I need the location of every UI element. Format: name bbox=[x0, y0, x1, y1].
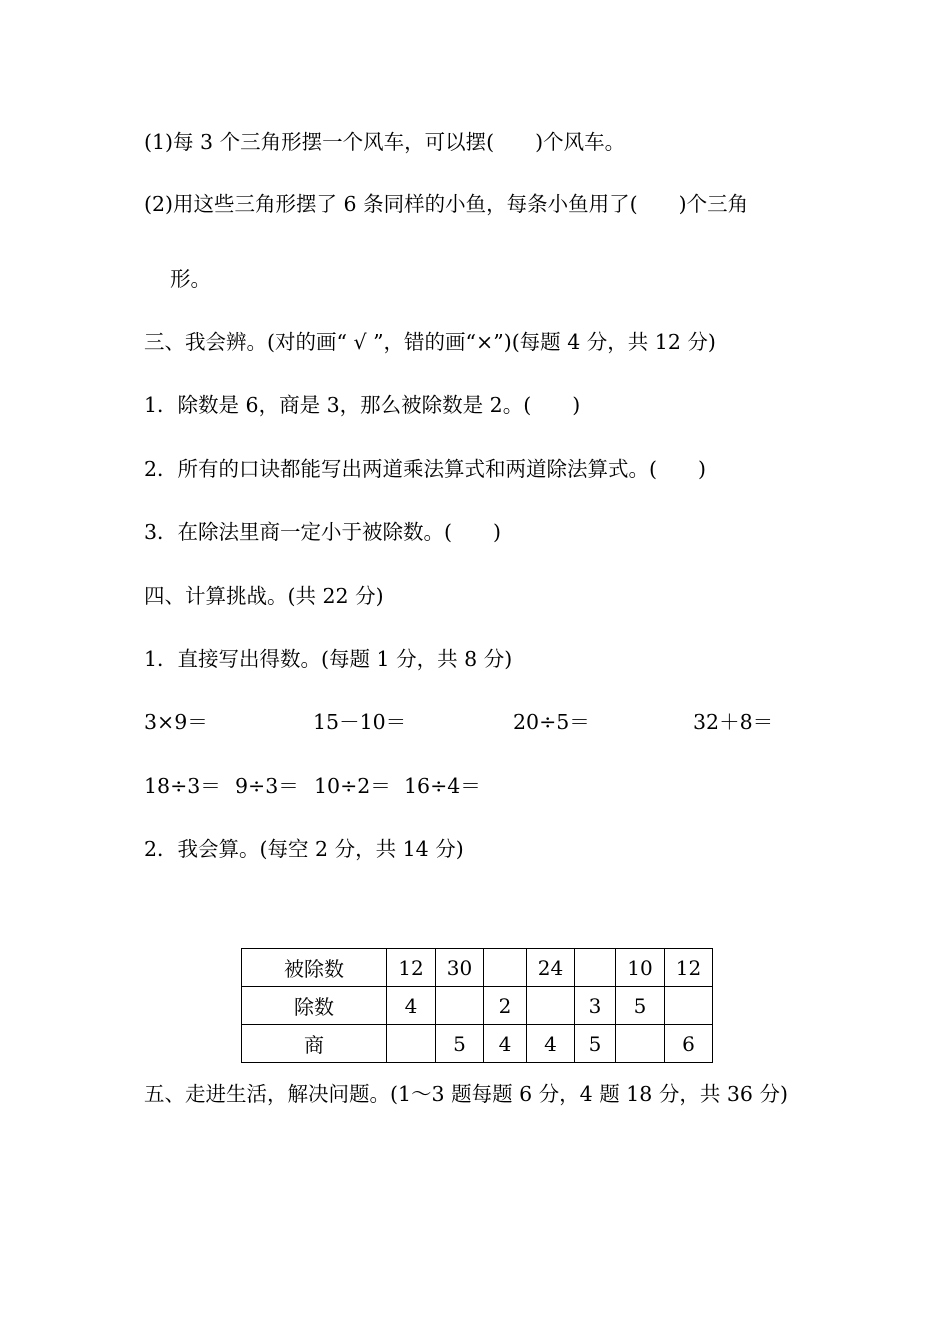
question-2-2: (2)用这些三角形摆了 6 条同样的小鱼，每条小鱼用了( )个三角 bbox=[144, 192, 749, 216]
section-4-heading: 四、计算挑战。(共 22 分) bbox=[144, 584, 384, 608]
section-5-heading: 五、走进生活，解决问题。(1～3 题每题 6 分，4 题 18 分，共 36 分) bbox=[144, 1082, 788, 1106]
calc-expression: 10÷2＝ bbox=[314, 774, 391, 798]
calc-expression: 15－10＝ bbox=[313, 710, 407, 734]
row-header-quotient: 商 bbox=[242, 1025, 387, 1063]
table-cell: 4 bbox=[387, 987, 436, 1025]
section-4-part-2: 2．我会算。(每空 2 分，共 14 分) bbox=[144, 837, 464, 861]
question-2-2-continued: 形。 bbox=[170, 267, 211, 291]
table-cell: 5 bbox=[616, 987, 665, 1025]
table-cell: 24 bbox=[527, 949, 575, 987]
calc-expression: 9÷3＝ bbox=[235, 774, 299, 798]
table-cell: 4 bbox=[527, 1025, 575, 1063]
table-cell: 12 bbox=[387, 949, 436, 987]
row-header-divisor: 除数 bbox=[242, 987, 387, 1025]
table-cell: 4 bbox=[484, 1025, 527, 1063]
table-cell: 12 bbox=[665, 949, 713, 987]
section-3-item-3: 3．在除法里商一定小于被除数。( ) bbox=[144, 520, 502, 544]
table-row bbox=[242, 949, 713, 987]
table-cell: 2 bbox=[484, 987, 527, 1025]
calc-expression: 3×9＝ bbox=[144, 710, 208, 734]
section-3-heading: 三、我会辨。(对的画“ √ ”，错的画“×”)(每题 4 分，共 12 分) bbox=[144, 330, 716, 354]
row-header-dividend: 被除数 bbox=[242, 949, 387, 987]
table-cell bbox=[616, 1025, 665, 1063]
table-cell: 5 bbox=[575, 1025, 616, 1063]
table-cell: 3 bbox=[575, 987, 616, 1025]
calc-expression: 18÷3＝ bbox=[144, 774, 221, 798]
section-4-part-1: 1．直接写出得数。(每题 1 分，共 8 分) bbox=[144, 647, 513, 671]
section-3-item-2: 2．所有的口诀都能写出两道乘法算式和两道除法算式。( ) bbox=[144, 457, 707, 481]
section-3-item-1: 1．除数是 6，商是 3，那么被除数是 2。( ) bbox=[144, 393, 581, 417]
calc-expression: 32＋8＝ bbox=[693, 710, 774, 734]
table-row bbox=[242, 987, 713, 1025]
division-table bbox=[241, 948, 713, 1063]
table-cell bbox=[665, 987, 713, 1025]
table-cell bbox=[527, 987, 575, 1025]
table-cell bbox=[436, 987, 484, 1025]
table-row bbox=[242, 1025, 713, 1063]
question-2-1: (1)每 3 个三角形摆一个风车，可以摆( )个风车。 bbox=[144, 130, 626, 154]
table-cell: 10 bbox=[616, 949, 665, 987]
table-cell: 30 bbox=[436, 949, 484, 987]
calc-expression: 16÷4＝ bbox=[404, 774, 481, 798]
table-cell bbox=[387, 1025, 436, 1063]
table-cell: 5 bbox=[436, 1025, 484, 1063]
table-cell bbox=[484, 949, 527, 987]
table-cell bbox=[575, 949, 616, 987]
table-cell: 6 bbox=[665, 1025, 713, 1063]
calc-expression: 20÷5＝ bbox=[513, 710, 590, 734]
